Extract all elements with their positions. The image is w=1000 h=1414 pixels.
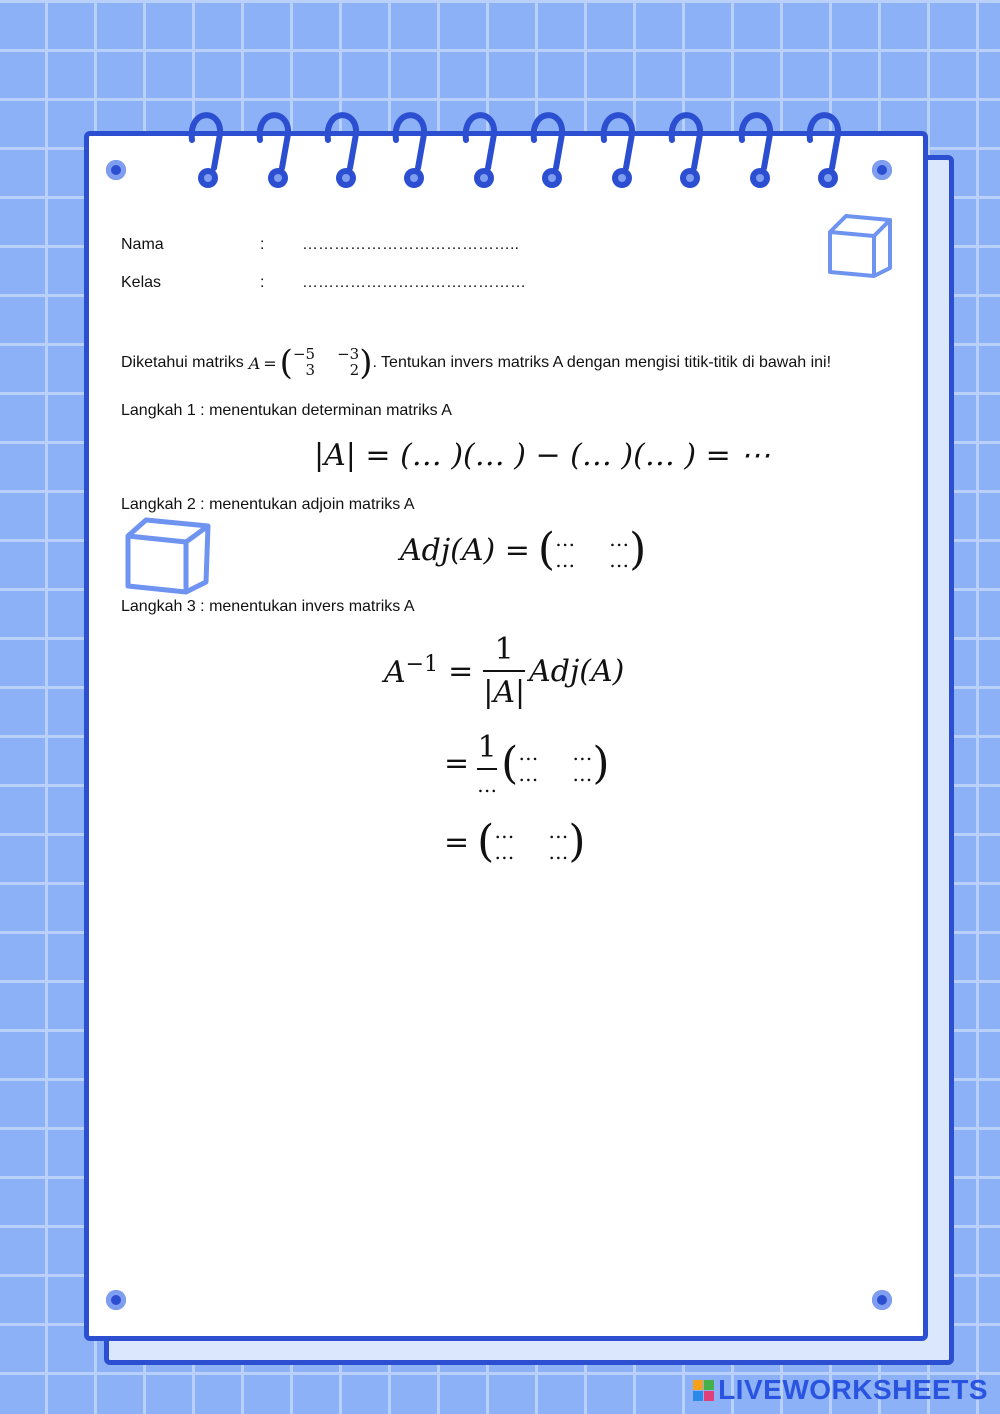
matrix-left-paren: (: [279, 343, 293, 383]
inverse-result-matrix[interactable]: [494, 821, 568, 863]
name-blank[interactable]: …………………………………..: [302, 236, 519, 253]
matrix-cell[interactable]: …: [572, 740, 593, 765]
logo-badge-icon: [693, 1380, 714, 1401]
adj-term: Adj(A): [529, 653, 625, 689]
screw-icon: [872, 1290, 892, 1310]
screw-icon: [106, 160, 126, 180]
adjoint-formula: [400, 524, 647, 575]
matrix-cell[interactable]: …: [494, 840, 515, 864]
matrix-cell[interactable]: …: [609, 527, 630, 551]
name-label: Nama: [121, 236, 164, 253]
matrix-cell[interactable]: …: [555, 548, 576, 572]
matrix-right-paren: ): [359, 343, 373, 383]
matrix-cell[interactable]: …: [609, 548, 630, 572]
step3-label: Langkah 3 : menentukan invers matriks A: [121, 598, 415, 615]
given-matrix: [293, 347, 359, 379]
fraction-1-over-det: [483, 632, 525, 710]
inverse-exponent: −1: [405, 652, 439, 677]
logo-text: LIVEWORKSHEETS: [718, 1374, 988, 1405]
inverse-step-matrix[interactable]: [518, 740, 593, 786]
step2-label: Langkah 2 : menentukan adjoin matriks A: [121, 496, 415, 513]
matrix-right-paren: ): [629, 524, 647, 575]
badge-cell: [693, 1391, 703, 1401]
matrix-cell: 2: [349, 361, 360, 379]
matrix-right-paren: ): [592, 737, 610, 789]
problem-statement: [121, 343, 832, 383]
badge-cell: [704, 1391, 714, 1401]
class-label: Kelas: [121, 274, 162, 291]
inverse-formula-line2: [444, 730, 609, 797]
fraction-bar: [483, 670, 525, 672]
matrix-cell: −3: [337, 345, 360, 364]
step1-label: Langkah 1 : menentukan determinan matriks A: [121, 402, 452, 419]
equals-sign: =: [448, 653, 474, 689]
badge-cell: [693, 1380, 703, 1390]
fraction-denominator: |A|: [483, 675, 526, 710]
inverse-base: A: [384, 655, 406, 690]
matrix-cell: −5: [292, 345, 316, 364]
matrix-right-paren: ): [568, 816, 586, 867]
adjoint-matrix[interactable]: [555, 529, 629, 571]
class-colon: :: [260, 274, 265, 291]
name-colon: :: [260, 236, 265, 253]
fraction-denominator-blank[interactable]: …: [477, 773, 498, 797]
matrix-cell[interactable]: …: [548, 840, 569, 864]
determinant-formula[interactable]: |A| = (… )(… ) − (… )(… ) = ⋯: [314, 438, 771, 473]
badge-cell: [704, 1380, 714, 1390]
fraction-numerator: 1: [477, 730, 497, 765]
fraction-numerator: 1: [494, 632, 514, 667]
matrix-cell[interactable]: …: [548, 819, 569, 843]
equals-sign: =: [444, 746, 470, 781]
matrix-cell: 3: [305, 361, 316, 379]
problem-equals: =: [263, 353, 277, 373]
matrix-cell[interactable]: …: [518, 740, 539, 765]
matrix-cell[interactable]: …: [494, 819, 515, 843]
fraction-1-over-blank: [477, 730, 497, 797]
adjoint-lhs: Adj(A) =: [400, 532, 530, 568]
fraction-bar: [477, 768, 497, 770]
inverse-formula-line1: [384, 632, 624, 710]
matrix-left-paren: (: [537, 524, 556, 575]
screw-icon: [106, 1290, 126, 1310]
inverse-lhs: [384, 652, 438, 690]
matrix-cell[interactable]: …: [518, 761, 539, 786]
inverse-formula-line3: [444, 816, 586, 867]
matrix-cell[interactable]: …: [572, 761, 593, 786]
problem-var: A: [248, 353, 261, 373]
problem-prefix: Diketahui matriks: [121, 354, 244, 371]
equals-sign: =: [444, 824, 470, 860]
screw-icon: [872, 160, 892, 180]
cube-icon: [120, 512, 216, 598]
cube-icon: [824, 210, 898, 282]
matrix-cell[interactable]: …: [555, 527, 576, 551]
class-blank[interactable]: ……………………………………: [302, 274, 526, 291]
problem-suffix: . Tentukan invers matriks A dengan mengisi titik-titik di bawah ini!: [372, 354, 832, 371]
matrix-left-paren: (: [477, 816, 495, 867]
matrix-left-paren: (: [501, 737, 519, 789]
liveworksheets-logo: [693, 1374, 988, 1406]
